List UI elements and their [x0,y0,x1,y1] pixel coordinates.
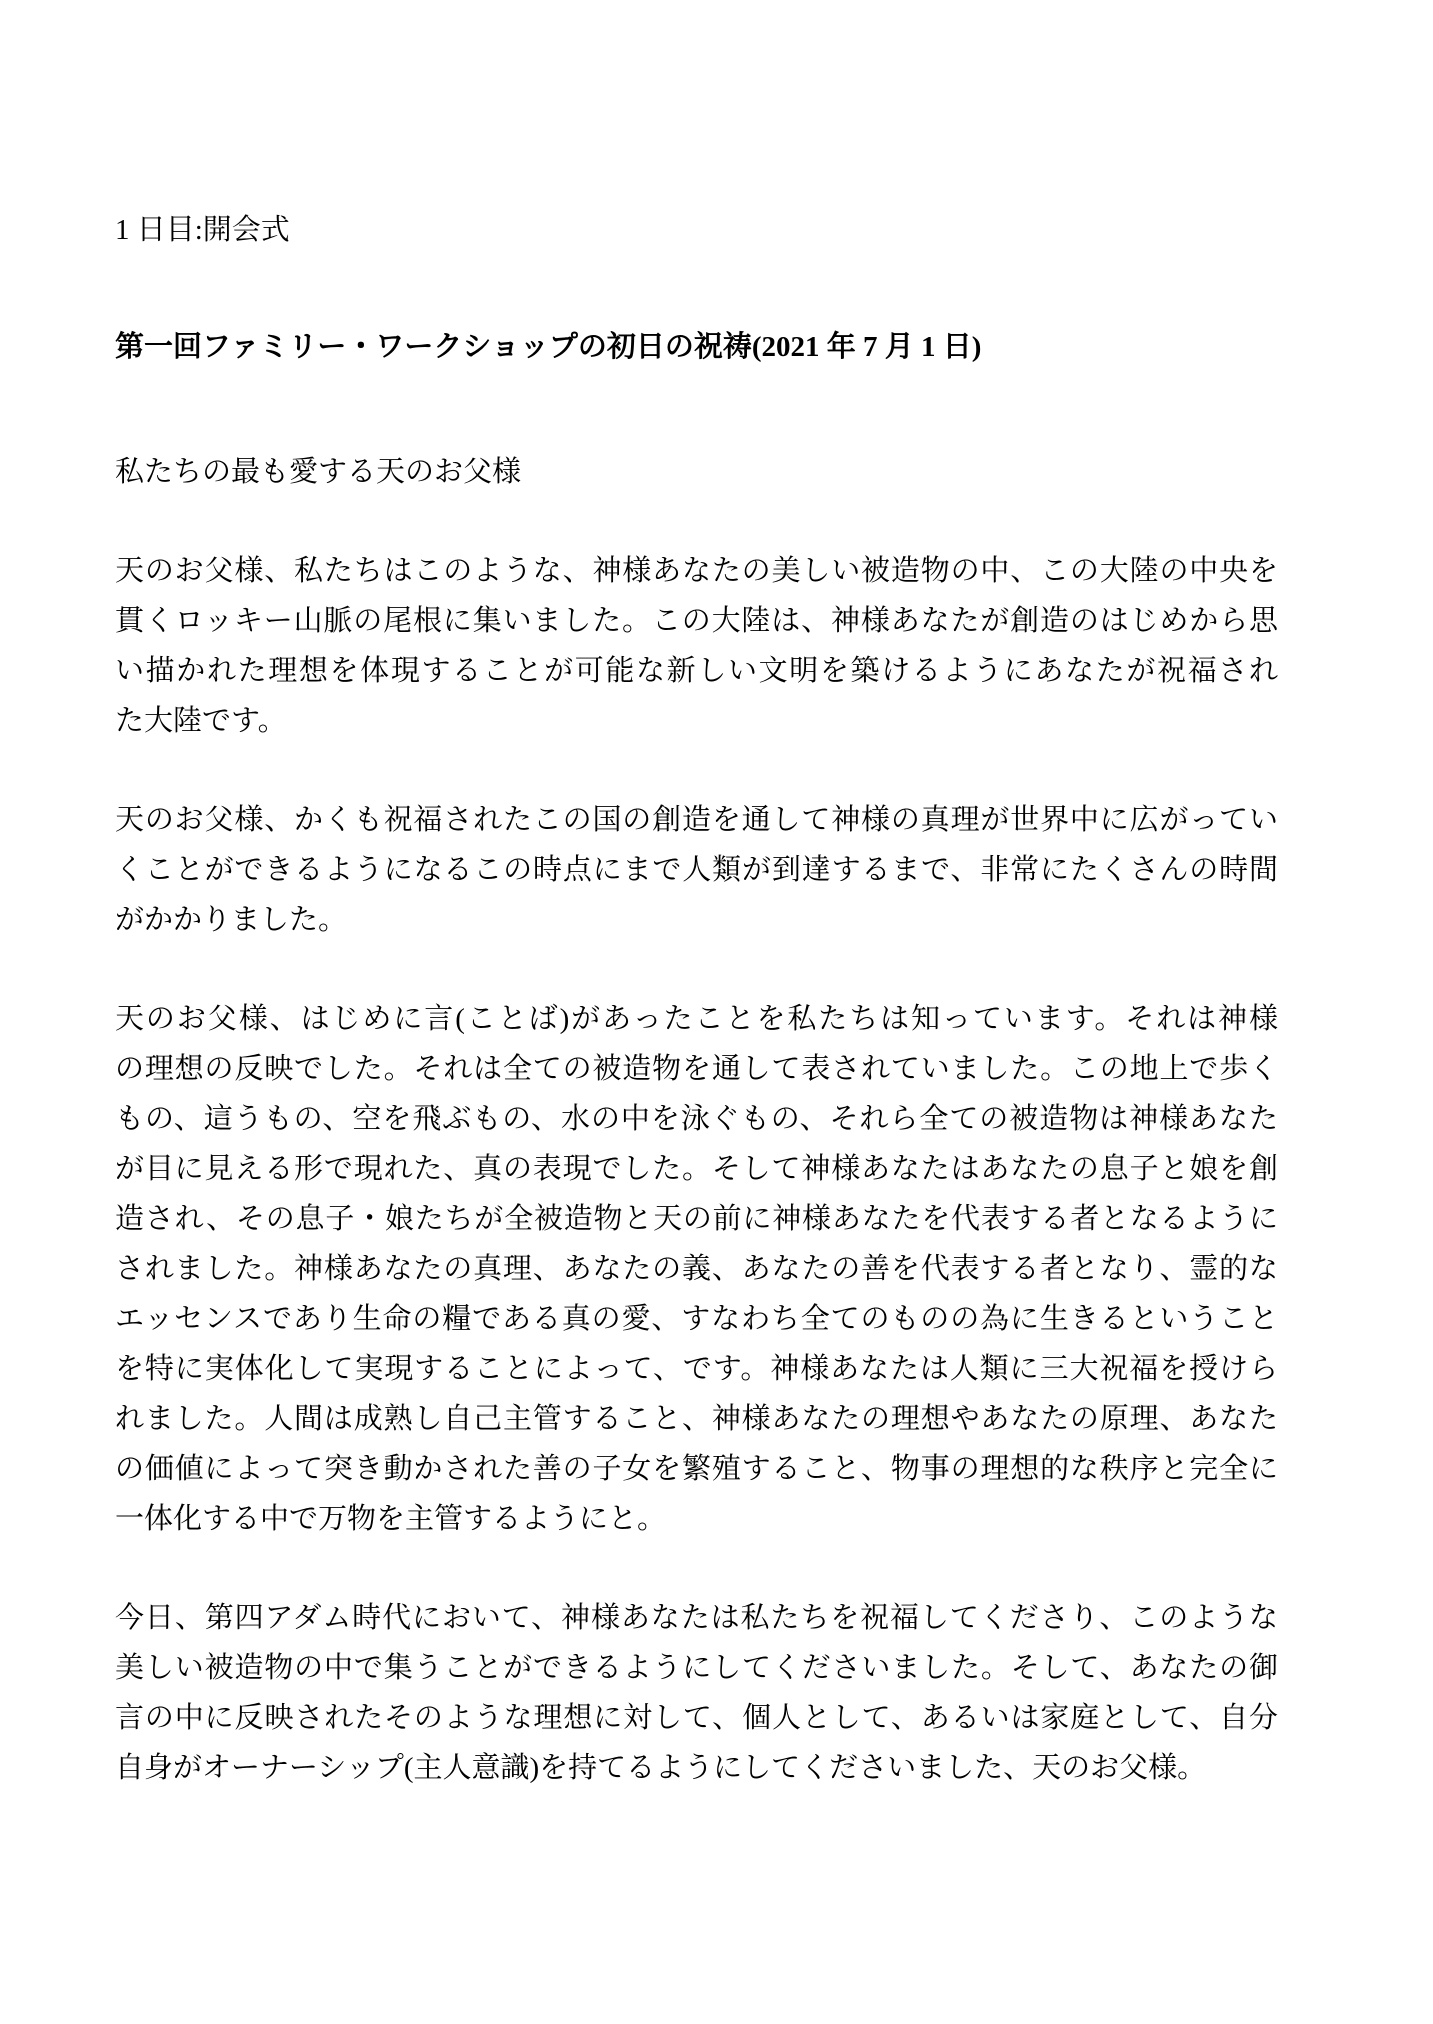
paragraph-line: もの、這うもの、空を飛ぶもの、水の中を泳ぐもの、それら全ての被造物は神様あなた [115,1103,1278,1135]
paragraph-line: 貫くロッキー山脈の尾根に集いました。この大陸は、神様あなたが創造のはじめから思 [115,605,1278,637]
paragraph-line: くことができるようになるこの時点にまで人類が到達するまで、非常にたくさんの時間 [115,854,1278,886]
paragraph-line: エッセンスであり生命の糧である真の愛、すなわち全てのものの為に生きるということ [115,1303,1278,1335]
document-title: 第一回ファミリー・ワークショップの初日の祝祷(2021 年 7 月 1 日) [115,331,982,363]
paragraph-line: の理想の反映でした。それは全ての被造物を通して表されていました。この地上で歩く [115,1053,1278,1085]
paragraph-line: 今日、第四アダム時代において、神様あなたは私たちを祝福してくださり、このような [115,1602,1278,1634]
document-body [115,546,1278,1793]
paragraph-line: 造され、その息子・娘たちが全被造物と天の前に神様あなたを代表する者となるように [115,1203,1278,1235]
paragraph-line: 言の中に反映されたそのような理想に対して、個人として、あるいは家庭として、自分 [115,1702,1278,1734]
paragraph-line: が目に見える形で現れた、真の表現でした。そして神様あなたはあなたの息子と娘を創 [115,1153,1278,1185]
paragraph-line: い描かれた理想を体現することが可能な新しい文明を築けるようにあなたが祝福され [115,655,1278,687]
paragraph-line: 天のお父様、かくも祝福されたこの国の創造を通して神様の真理が世界中に広がってい [115,804,1278,836]
salutation-line: 私たちの最も愛する天のお父様 [115,456,522,488]
paragraph-line: れました。人間は成熟し自己主管すること、神様あなたの理想やあなたの原理、あなた [115,1403,1278,1435]
paragraph-line: の価値によって突き動かされた善の子女を繁殖すること、物事の理想的な秩序と完全に [115,1453,1278,1485]
paragraph-line: 自身がオーナーシップ(主人意識)を持てるようにしてくださいました、天のお父様。 [115,1752,1207,1784]
paragraph-line: されました。神様あなたの真理、あなたの義、あなたの善を代表する者となり、霊的な [115,1253,1278,1285]
paragraph-line: 天のお父様、私たちはこのような、神様あなたの美しい被造物の中、この大陸の中央を [115,555,1278,587]
paragraph-line: 天のお父様、はじめに言(ことば)があったことを私たちは知っています。それは神様 [115,1003,1278,1035]
paragraph [115,1593,1278,1793]
paragraph-line: がかかりました。 [115,904,348,936]
paragraph [115,994,1278,1544]
paragraph [115,795,1278,945]
paragraph-line: た大陸です。 [115,705,287,737]
day-heading: 1 日目:開会式 [115,214,290,246]
paragraph-line: 一体化する中で万物を主管するようにと。 [115,1503,667,1535]
paragraph-line: 美しい被造物の中で集うことができるようにしてくださいました。そして、あなたの御 [115,1652,1278,1684]
paragraph [115,546,1278,746]
paragraph-line: を特に実体化して実現することによって、です。神様あなたは人類に三大祝福を授けら [115,1353,1278,1385]
